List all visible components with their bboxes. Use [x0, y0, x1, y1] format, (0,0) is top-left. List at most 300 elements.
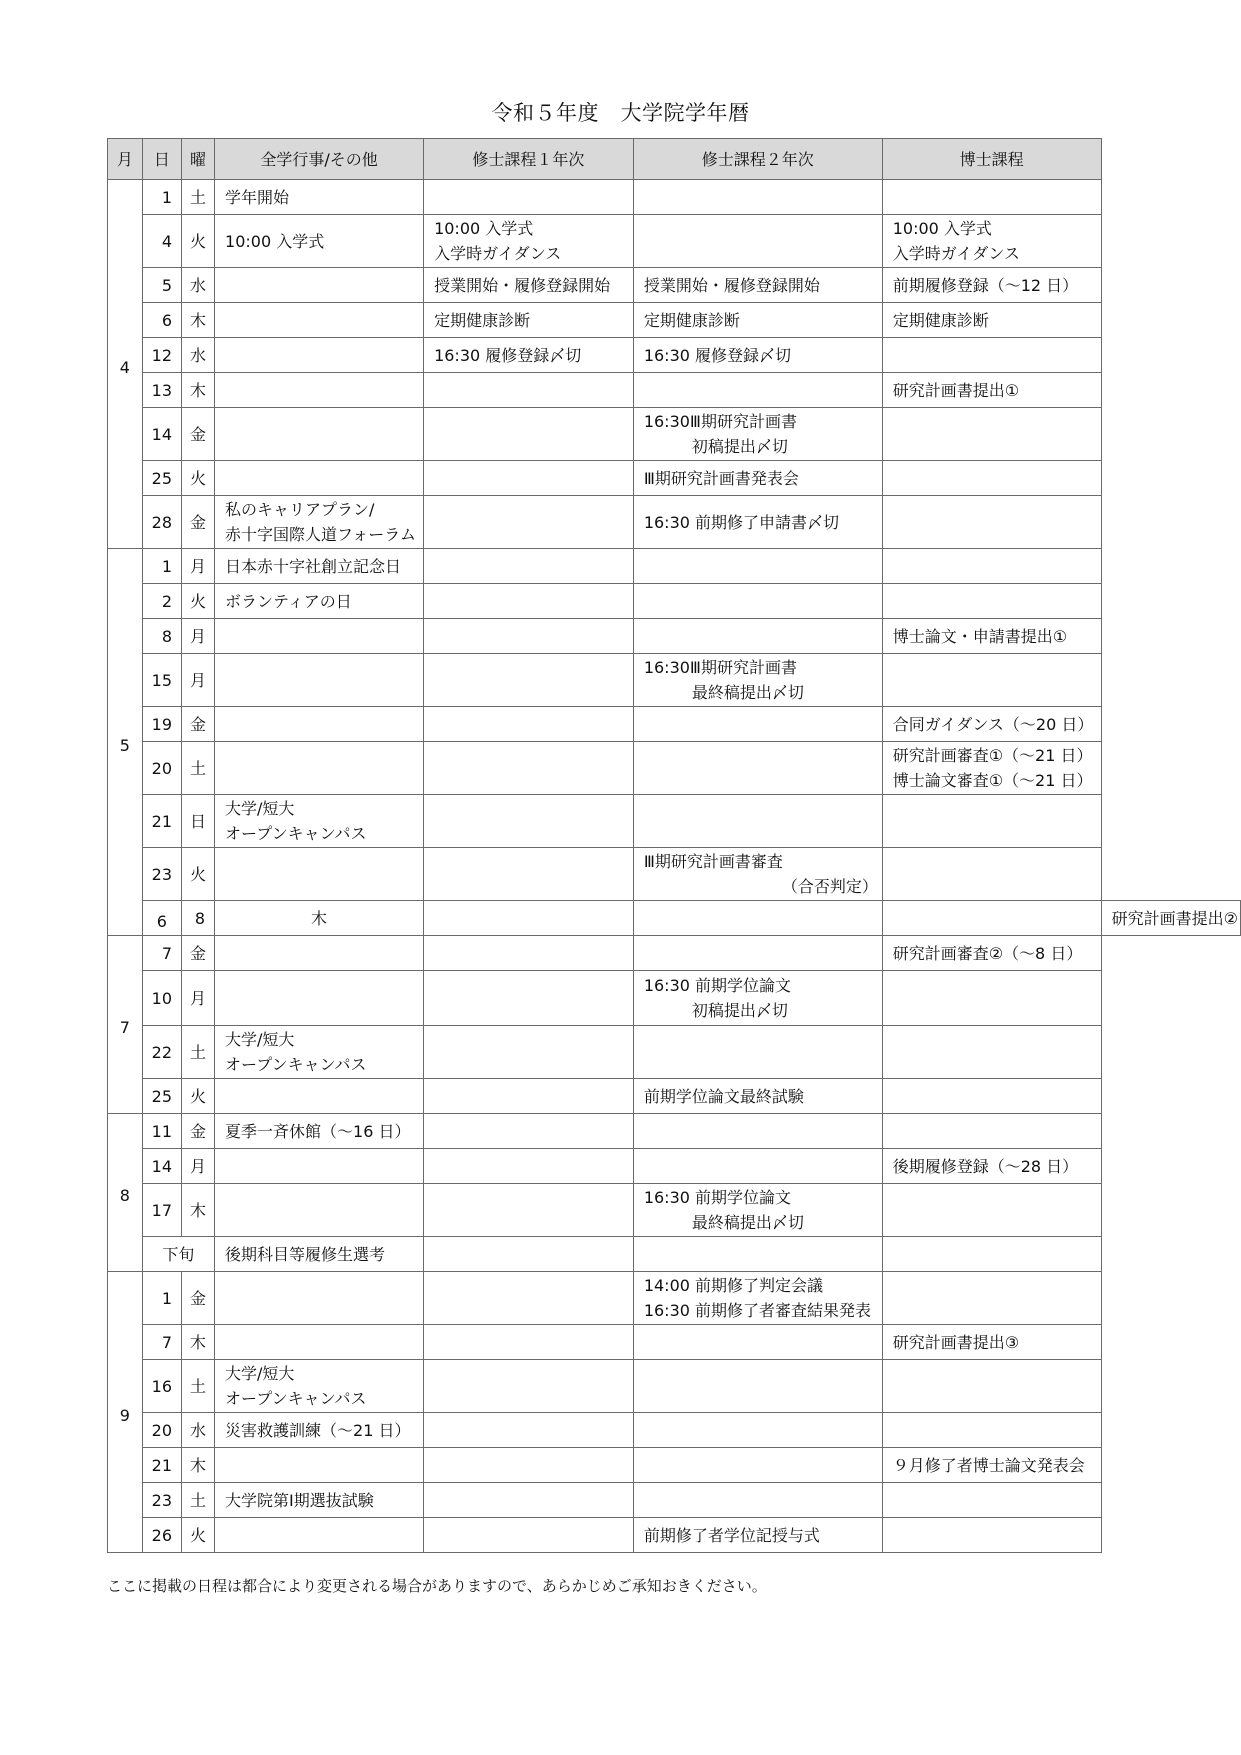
calendar-row [108, 180, 1241, 215]
weekday-cell: 水 [182, 1413, 215, 1448]
month-cell: 6 [142, 901, 181, 936]
master-2nd-year-cell [633, 742, 882, 795]
day-cell: 26 [142, 1518, 181, 1553]
event-line: 大学/短大 [225, 1364, 295, 1383]
master-2nd-year-cell [633, 1184, 882, 1237]
header-weekday: 曜 [182, 139, 215, 180]
university-event-cell [215, 936, 424, 971]
academic-calendar-table [107, 138, 1241, 1553]
day-cell: 1 [142, 549, 181, 584]
master-2nd-year-cell [633, 1026, 882, 1079]
university-event-cell [215, 1026, 424, 1079]
month-cell: 8 [108, 1114, 143, 1272]
calendar-row [108, 742, 1241, 795]
university-event-cell [215, 408, 424, 461]
master-2nd-year-cell [633, 1237, 882, 1272]
day-cell: 25 [142, 461, 181, 496]
day-cell: 1 [142, 180, 181, 215]
master-2nd-year-cell [633, 1149, 882, 1184]
weekday-cell: 火 [182, 584, 215, 619]
event-line: 後期履修登録（～28 日） [892, 1156, 1079, 1176]
doctoral-cell [882, 496, 1101, 549]
weekday-cell: 土 [182, 742, 215, 795]
weekday-cell: 水 [182, 268, 215, 303]
master-1st-year-cell [424, 848, 634, 901]
weekday-cell: 金 [182, 496, 215, 549]
weekday-cell: 金 [182, 1114, 215, 1149]
calendar-row [108, 619, 1241, 654]
header-month: 月 [108, 139, 143, 180]
master-1st-year-cell [424, 1149, 634, 1184]
weekday-cell: 木 [182, 1184, 215, 1237]
weekday-cell: 土 [182, 1026, 215, 1079]
master-2nd-year-cell [633, 496, 882, 549]
weekday-cell: 木 [182, 1325, 215, 1360]
doctoral-cell [882, 303, 1101, 338]
calendar-row [108, 1448, 1241, 1483]
master-2nd-year-cell [633, 338, 882, 373]
event-line: 16:30 前期学位論文 [643, 976, 792, 995]
event-line: 研究計画審査②（～8 日） [892, 943, 1083, 963]
weekday-cell: 月 [182, 549, 215, 584]
university-event-cell [215, 619, 424, 654]
page-title: 令和５年度 大学院学年暦 [491, 101, 750, 125]
master-1st-year-cell [424, 461, 634, 496]
doctoral-cell [882, 1079, 1101, 1114]
master-2nd-year-cell [633, 848, 882, 901]
day-cell: 5 [142, 268, 181, 303]
doctoral-cell [882, 654, 1101, 707]
weekday-cell: 金 [182, 936, 215, 971]
weekday-cell: 木 [182, 373, 215, 408]
calendar-row [108, 1272, 1241, 1325]
day-cell: 6 [142, 303, 181, 338]
doctoral-cell [882, 215, 1101, 268]
doctoral-cell [882, 1114, 1101, 1149]
doctoral-cell [882, 1360, 1101, 1413]
weekday-cell: 火 [182, 461, 215, 496]
master-1st-year-cell [424, 584, 634, 619]
master-2nd-year-cell [633, 795, 882, 848]
weekday-cell: 火 [182, 1518, 215, 1553]
master-2nd-year-cell [633, 1483, 882, 1518]
weekday-cell: 火 [182, 1079, 215, 1114]
doctoral-cell [882, 1325, 1101, 1360]
doctoral-cell [882, 848, 1101, 901]
calendar-row [108, 496, 1241, 549]
calendar-row [108, 707, 1241, 742]
day-cell: 14 [142, 1149, 181, 1184]
doctoral-cell [882, 1413, 1101, 1448]
event-line: 最終稿提出〆切 [691, 1213, 804, 1232]
calendar-row [108, 408, 1241, 461]
weekday-cell: 土 [182, 1483, 215, 1518]
university-event-cell [215, 1184, 424, 1237]
calendar-row [108, 848, 1241, 901]
doctoral-cell [882, 619, 1101, 654]
event-line: ボランティアの日 [225, 591, 352, 611]
master-1st-year-cell [424, 795, 634, 848]
doctoral-cell [882, 1483, 1101, 1518]
master-1st-year-cell [633, 901, 882, 936]
doctoral-cell [1101, 901, 1240, 936]
day-cell: 15 [142, 654, 181, 707]
weekday-cell: 金 [182, 1272, 215, 1325]
weekday-cell: 木 [182, 303, 215, 338]
university-event-cell [215, 1272, 424, 1325]
day-cell: 22 [142, 1026, 181, 1079]
day-cell: 25 [142, 1079, 181, 1114]
event-line: 16:30 履修登録〆切 [643, 345, 792, 365]
day-cell: 4 [142, 215, 181, 268]
event-line: 定期健康診断 [892, 310, 989, 330]
weekday-cell: 水 [182, 338, 215, 373]
event-line: 入学時ガイダンス [892, 244, 1020, 263]
master-2nd-year-cell [633, 461, 882, 496]
day-cell: 19 [142, 707, 181, 742]
weekday-cell: 月 [182, 1149, 215, 1184]
master-1st-year-cell [424, 1413, 634, 1448]
master-2nd-year-cell [633, 373, 882, 408]
calendar-row [108, 303, 1241, 338]
university-event-cell [215, 1483, 424, 1518]
event-line: 研究計画書提出③ [892, 1332, 1020, 1352]
university-event-cell [215, 1149, 424, 1184]
month-cell: 7 [108, 936, 143, 1114]
master-1st-year-cell [424, 971, 634, 1026]
doctoral-cell [882, 1448, 1101, 1483]
header-master-2nd-year: 修士課程２年次 [633, 139, 882, 180]
master-1st-year-cell [424, 496, 634, 549]
calendar-row [108, 936, 1241, 971]
master-2nd-year-cell [633, 1272, 882, 1325]
doctoral-cell [882, 338, 1101, 373]
weekday-cell: 土 [182, 1360, 215, 1413]
master-2nd-year-cell [633, 619, 882, 654]
master-2nd-year-cell [882, 901, 1101, 936]
event-line: 16:30Ⅲ期研究計画書 [643, 412, 797, 431]
event-line: 学年開始 [225, 187, 290, 207]
doctoral-cell [882, 742, 1101, 795]
day-cell: 1 [142, 1272, 181, 1325]
weekday-cell: 月 [182, 619, 215, 654]
weekday-cell: 火 [182, 215, 215, 268]
master-1st-year-cell [424, 1237, 634, 1272]
university-event-cell [215, 1079, 424, 1114]
day-cell: 23 [142, 848, 181, 901]
header-day: 日 [142, 139, 181, 180]
university-event-cell [215, 461, 424, 496]
university-event-cell [215, 1518, 424, 1553]
month-cell: 9 [108, 1272, 143, 1553]
university-event-cell [215, 549, 424, 584]
event-line: ９月修了者博士論文発表会 [892, 1455, 1085, 1475]
event-line: 前期履修登録（～12 日） [892, 275, 1079, 295]
university-event-cell [215, 795, 424, 848]
master-1st-year-cell [424, 373, 634, 408]
day-cell: 8 [182, 901, 215, 936]
event-line: 研究計画審査①（～21 日） [892, 746, 1093, 765]
event-line: 赤十字国際人道フォーラム [225, 525, 417, 544]
doctoral-cell [882, 584, 1101, 619]
event-line: オープンキャンパス [225, 1389, 367, 1408]
period-cell: 下旬 [142, 1237, 214, 1272]
university-event-cell [215, 1360, 424, 1413]
event-line: 私のキャリアプラン/ [225, 500, 375, 519]
day-cell: 8 [142, 619, 181, 654]
day-cell: 13 [142, 373, 181, 408]
master-2nd-year-cell [633, 1114, 882, 1149]
master-1st-year-cell [424, 303, 634, 338]
master-1st-year-cell [424, 654, 634, 707]
doctoral-cell [882, 971, 1101, 1026]
university-event-cell [215, 584, 424, 619]
day-cell: 20 [142, 742, 181, 795]
master-1st-year-cell [424, 338, 634, 373]
event-line: 10:00 入学式 [434, 219, 534, 238]
master-1st-year-cell [424, 215, 634, 268]
event-line: 16:30 前期修了者審査結果発表 [643, 1301, 872, 1320]
master-2nd-year-cell [633, 654, 882, 707]
event-line: 研究計画書提出② [1111, 908, 1238, 928]
event-line: （合否判定） [781, 877, 878, 896]
event-line: 研究計画書提出① [892, 380, 1020, 400]
calendar-row [108, 1237, 1241, 1272]
calendar-row [108, 795, 1241, 848]
master-2nd-year-cell [633, 1325, 882, 1360]
calendar-row [108, 338, 1241, 373]
master-2nd-year-cell [633, 1413, 882, 1448]
doctoral-cell [882, 408, 1101, 461]
event-line: 授業開始・履修登録開始 [643, 275, 820, 295]
day-cell: 14 [142, 408, 181, 461]
event-line: 初稿提出〆切 [691, 1001, 788, 1020]
doctoral-cell [882, 707, 1101, 742]
calendar-row [108, 1149, 1241, 1184]
header-university-events: 全学行事/その他 [215, 139, 424, 180]
event-line: 前期修了者学位記授与式 [643, 1525, 820, 1545]
day-cell: 21 [142, 795, 181, 848]
calendar-row [108, 268, 1241, 303]
master-1st-year-cell [424, 1483, 634, 1518]
weekday-cell: 金 [182, 408, 215, 461]
master-2nd-year-cell [633, 1448, 882, 1483]
master-1st-year-cell [424, 1026, 634, 1079]
event-line: 博士論文・申請書提出① [892, 626, 1068, 646]
university-event-cell [215, 1325, 424, 1360]
doctoral-cell [882, 1026, 1101, 1079]
university-event-cell [215, 1413, 424, 1448]
month-cell: 5 [108, 549, 143, 936]
event-line: Ⅲ期研究計画書発表会 [643, 468, 799, 488]
event-line: 10:00 入学式 [892, 219, 992, 238]
day-cell: 11 [142, 1114, 181, 1149]
calendar-row [108, 1184, 1241, 1237]
university-event-cell [215, 654, 424, 707]
event-line: 14:00 前期修了判定会議 [643, 1276, 824, 1295]
event-line: 10:00 入学式 [225, 231, 325, 251]
master-2nd-year-cell [633, 268, 882, 303]
day-cell: 2 [142, 584, 181, 619]
doctoral-cell [882, 795, 1101, 848]
master-1st-year-cell [424, 742, 634, 795]
university-event-cell [424, 901, 634, 936]
event-line: 入学時ガイダンス [434, 244, 562, 263]
university-event-cell [215, 971, 424, 1026]
day-cell: 17 [142, 1184, 181, 1237]
calendar-row [108, 971, 1241, 1026]
university-event-cell [215, 1237, 424, 1272]
doctoral-cell [882, 1237, 1101, 1272]
master-2nd-year-cell [633, 707, 882, 742]
calendar-row [108, 1114, 1241, 1149]
doctoral-cell [882, 461, 1101, 496]
university-event-cell [215, 268, 424, 303]
event-line: 大学院第Ⅰ期選抜試験 [225, 1490, 374, 1510]
master-1st-year-cell [424, 936, 634, 971]
master-2nd-year-cell [633, 971, 882, 1026]
master-2nd-year-cell [633, 1360, 882, 1413]
weekday-cell: 金 [182, 707, 215, 742]
weekday-cell: 木 [215, 901, 424, 936]
day-cell: 10 [142, 971, 181, 1026]
master-1st-year-cell [424, 1448, 634, 1483]
master-1st-year-cell [424, 408, 634, 461]
university-event-cell [215, 215, 424, 268]
event-line: 16:30 履修登録〆切 [434, 345, 582, 365]
event-line: 合同ガイダンス（～20 日） [892, 714, 1094, 734]
weekday-cell: 木 [182, 1448, 215, 1483]
header-master-1st-year: 修士課程１年次 [424, 139, 634, 180]
doctoral-cell [882, 1184, 1101, 1237]
weekday-cell: 火 [182, 848, 215, 901]
day-cell: 20 [142, 1413, 181, 1448]
event-line: 16:30Ⅲ期研究計画書 [643, 658, 797, 677]
event-line: 定期健康診断 [434, 310, 531, 330]
master-1st-year-cell [424, 1325, 634, 1360]
event-line: Ⅲ期研究計画書審査 [643, 852, 783, 871]
master-2nd-year-cell [633, 1518, 882, 1553]
header-row [108, 139, 1241, 180]
master-2nd-year-cell [633, 1079, 882, 1114]
event-line: 定期健康診断 [643, 310, 740, 330]
calendar-row [108, 1413, 1241, 1448]
calendar-row [108, 461, 1241, 496]
footnote: ここに掲載の日程は都合により変更される場合がありますので、あらかじめご承知おきください。 [107, 1577, 767, 1595]
calendar-row [108, 584, 1241, 619]
event-line: 夏季一斉休館（～16 日） [225, 1121, 411, 1141]
master-1st-year-cell [424, 1114, 634, 1149]
day-cell: 28 [142, 496, 181, 549]
calendar-row [108, 1325, 1241, 1360]
event-line: 16:30 前期学位論文 [643, 1188, 792, 1207]
event-line: 災害救護訓練（～21 日） [225, 1420, 411, 1440]
weekday-cell: 月 [182, 971, 215, 1026]
master-1st-year-cell [424, 1184, 634, 1237]
doctoral-cell [882, 180, 1101, 215]
calendar-row [108, 549, 1241, 584]
weekday-cell: 土 [182, 180, 215, 215]
master-1st-year-cell [424, 1272, 634, 1325]
event-line: 大学/短大 [225, 799, 295, 818]
doctoral-cell [882, 373, 1101, 408]
doctoral-cell [882, 936, 1101, 971]
master-2nd-year-cell [633, 180, 882, 215]
master-1st-year-cell [424, 1079, 634, 1114]
master-1st-year-cell [424, 268, 634, 303]
day-cell: 21 [142, 1448, 181, 1483]
calendar-row [108, 1026, 1241, 1079]
weekday-cell: 月 [182, 654, 215, 707]
doctoral-cell [882, 549, 1101, 584]
event-line: 前期学位論文最終試験 [643, 1086, 804, 1106]
month-cell: 4 [108, 180, 143, 549]
weekday-cell: 日 [182, 795, 215, 848]
calendar-row [108, 901, 1241, 936]
university-event-cell [215, 338, 424, 373]
calendar-row [108, 1360, 1241, 1413]
event-line: オープンキャンパス [225, 824, 367, 843]
master-2nd-year-cell [633, 936, 882, 971]
day-cell: 16 [142, 1360, 181, 1413]
master-2nd-year-cell [633, 584, 882, 619]
master-2nd-year-cell [633, 303, 882, 338]
university-event-cell [215, 496, 424, 549]
master-1st-year-cell [424, 180, 634, 215]
event-line: 16:30 前期修了申請書〆切 [643, 512, 840, 532]
university-event-cell [215, 180, 424, 215]
master-2nd-year-cell [633, 549, 882, 584]
university-event-cell [215, 848, 424, 901]
event-line: オープンキャンパス [225, 1055, 367, 1074]
university-event-cell [215, 373, 424, 408]
day-cell: 23 [142, 1483, 181, 1518]
doctoral-cell [882, 1149, 1101, 1184]
day-cell: 7 [142, 936, 181, 971]
university-event-cell [215, 1448, 424, 1483]
master-1st-year-cell [424, 707, 634, 742]
day-cell: 7 [142, 1325, 181, 1360]
calendar-row [108, 215, 1241, 268]
university-event-cell [215, 742, 424, 795]
university-event-cell [215, 707, 424, 742]
event-line: 大学/短大 [225, 1030, 295, 1049]
master-2nd-year-cell [633, 408, 882, 461]
event-line: 博士論文審査①（～21 日） [892, 771, 1093, 790]
university-event-cell [215, 1114, 424, 1149]
doctoral-cell [882, 1272, 1101, 1325]
header-doctoral: 博士課程 [882, 139, 1101, 180]
event-line: 日本赤十字社創立記念日 [225, 556, 402, 576]
event-line: 初稿提出〆切 [691, 437, 788, 456]
doctoral-cell [882, 268, 1101, 303]
event-line: 後期科目等履修生選考 [225, 1244, 386, 1264]
university-event-cell [215, 303, 424, 338]
master-1st-year-cell [424, 1518, 634, 1553]
event-line: 授業開始・履修登録開始 [434, 275, 611, 295]
master-1st-year-cell [424, 619, 634, 654]
calendar-row [108, 1079, 1241, 1114]
master-1st-year-cell [424, 549, 634, 584]
master-2nd-year-cell [633, 215, 882, 268]
calendar-row [108, 654, 1241, 707]
calendar-row [108, 1483, 1241, 1518]
calendar-row [108, 1518, 1241, 1553]
day-cell: 12 [142, 338, 181, 373]
doctoral-cell [882, 1518, 1101, 1553]
event-line: 最終稿提出〆切 [691, 683, 804, 702]
master-1st-year-cell [424, 1360, 634, 1413]
